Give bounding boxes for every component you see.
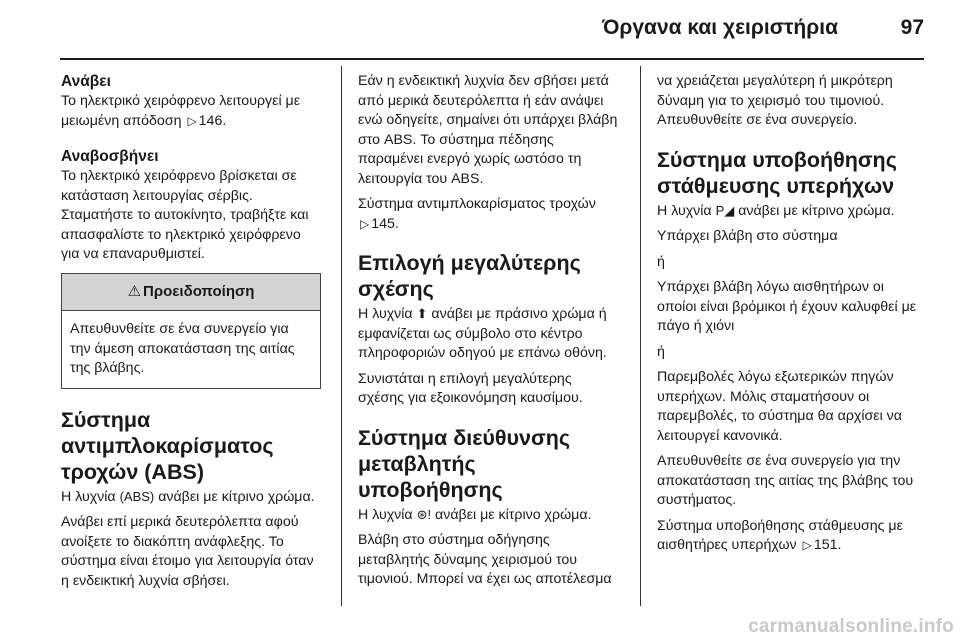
- paragraph-park-4: Παρεμβολές λόγω εξωτερικών πηγών υπερήχων. Μόλις σταματήσουν οι παρεμβολές, το σύστημα θα αρχίσει να λειτουργεί κανονικά.: [657, 369, 902, 444]
- heading-steering: Σύστημα διεύθυνσης μεταβλητής υποβοήθησης: [358, 425, 571, 502]
- paragraph-park-5: Απευθυνθείτε σε ένα συνεργείο για την αποκατάσταση της αιτίας της βλάβης του συστήματος.: [657, 453, 914, 508]
- paragraph-or-2: ή: [657, 343, 665, 360]
- paragraph-abs-fault: Εάν η ενδεικτική λυχνία δεν σβήσει μετά από μερικά δευτερόλεπτα ή εάν ανάψει ενώ οδηγείτε, σημαίνει ότι υπάρχει βλάβη στο ABS. Το σύστημα πέδησης παραμένει ενεργό χωρίς ωστόσο τη λειτουργία του ABS.: [358, 73, 618, 187]
- paragraph-abs-1: Η λυχνία (ABS) ανάβει με κίτρινο χρώμα.: [61, 488, 315, 505]
- heading-abs: Σύστημα αντιμπλοκαρίσματος τροχών (ABS): [61, 407, 274, 484]
- page-ref-link[interactable]: 146.: [198, 112, 227, 129]
- paragraph-steering-1: Η λυχνία ⊛! ανάβει με κίτρινο χρώμα.: [358, 506, 592, 523]
- paragraph-flash: Το ηλεκτρικό χειρόφρενο βρίσκεται σε κατάσταση λειτουργίας σέρβις. Σταματήστε το αυτοκίνητο, τραβήξτε και απασφαλίστε το ηλεκτρικό χειρόφρενο για να επαναρυθμιστεί.: [61, 168, 309, 262]
- paragraph-gear-1: Η λυχνία ⬆ ανάβει με πράσινο χρώμα ή εμφανίζεται ως σύμβολο στο κέντρο πληροφοριών οδηγού με επάνω οθόνη.: [358, 306, 607, 361]
- page-ref-icon: ▷: [360, 216, 370, 231]
- paragraph-park-2: Υπάρχει βλάβη στο σύστημα: [657, 228, 838, 244]
- column-divider-1: [341, 66, 342, 606]
- page-ref-icon: ▷: [802, 538, 812, 552]
- paragraph-or-1: ή: [657, 253, 665, 270]
- page-header-title: Όργανα και χειριστήρια: [602, 16, 838, 39]
- paragraph-on: Το ηλεκτρικό χειρόφρενο λειτουργεί με μειωμένη απόδοση ▷ 146.: [61, 93, 301, 129]
- paragraph-park-3: Υπάρχει βλάβη λόγω αισθητήρων οι οποίοι είναι βρόμικοι ή έχουν καλυφθεί με πάγο ή χιόνι: [657, 279, 917, 334]
- paragraph-gear-2: Συνιστάται η επιλογή μεγαλύτερης σχέσης για εξοικονόμηση καυσίμου.: [358, 370, 583, 406]
- column-2: [358, 72, 618, 596]
- column-divider-2: [640, 66, 641, 606]
- header-rule: [60, 58, 924, 60]
- page-ref-icon: ▷: [187, 113, 197, 128]
- paragraph-park-1: Η λυχνία P◢ ανάβει με κίτρινο χρώμα.: [657, 202, 895, 219]
- warning-icon: ⚠: [127, 282, 142, 300]
- paragraph-abs-2: Ανάβει επί μερικά δευτερόλεπτα αφού ανοίξετε το διακόπτη ανάφλεξης. Το σύστημα είναι έτοιμο για λειτουργία όταν η ενδεικτική λυχνία σβήσει.: [61, 514, 314, 589]
- page-ref-link[interactable]: 151.: [813, 537, 842, 553]
- heading-gear-shift: Επιλογή μεγαλύτερης σχέσης: [358, 251, 581, 301]
- warning-header: ⚠ Προειδοποίηση: [62, 274, 320, 312]
- page-number: 97: [900, 16, 924, 39]
- subheading-on: Ανάβει: [61, 73, 111, 90]
- subheading-flash: Αναβοσβήνει: [61, 148, 159, 165]
- steering-wheel-warning-icon: ⊛!: [416, 506, 432, 522]
- warning-box: [61, 273, 321, 389]
- column-3: [657, 72, 917, 562]
- paragraph-steering-2: Βλάβη στο σύστημα οδήγησης μεταβλητής δύναμης χειρισμού του τιμονιού. Μπορεί να έχει ως αποτέλεσμα: [358, 532, 612, 587]
- column-1: [61, 72, 321, 597]
- page-ref-link[interactable]: 145.: [371, 215, 399, 232]
- paragraph-park-6: Σύστημα υποβοήθησης στάθμευσης με αισθητήρες υπερήχων ▷ 151.: [657, 517, 903, 553]
- heading-parking-assist: Σύστημα υποβοήθησης στάθμευσης υπερήχων: [657, 147, 897, 198]
- parking-assist-icon: P◢: [715, 202, 735, 218]
- paragraph-abs-ref: Σύστημα αντιμπλοκαρίσματος τροχών ▷ 145.: [358, 196, 596, 232]
- upshift-arrow-icon: ⬆: [416, 306, 428, 321]
- paragraph-steering-cont: να χρειάζεται μεγαλύτερη ή μικρότερη δύναμη για το χειρισμό του τιμονιού. Απευθυνθείτε σε ένα συνεργείο.: [657, 73, 893, 128]
- warning-text: Απευθυνθείτε σε ένα συνεργείο για την άμεση αποκατάσταση της αιτίας της βλάβης.: [70, 321, 295, 376]
- watermark: carmanualsonline.info: [748, 616, 954, 637]
- abs-warning-light-icon: (ABS): [119, 488, 155, 504]
